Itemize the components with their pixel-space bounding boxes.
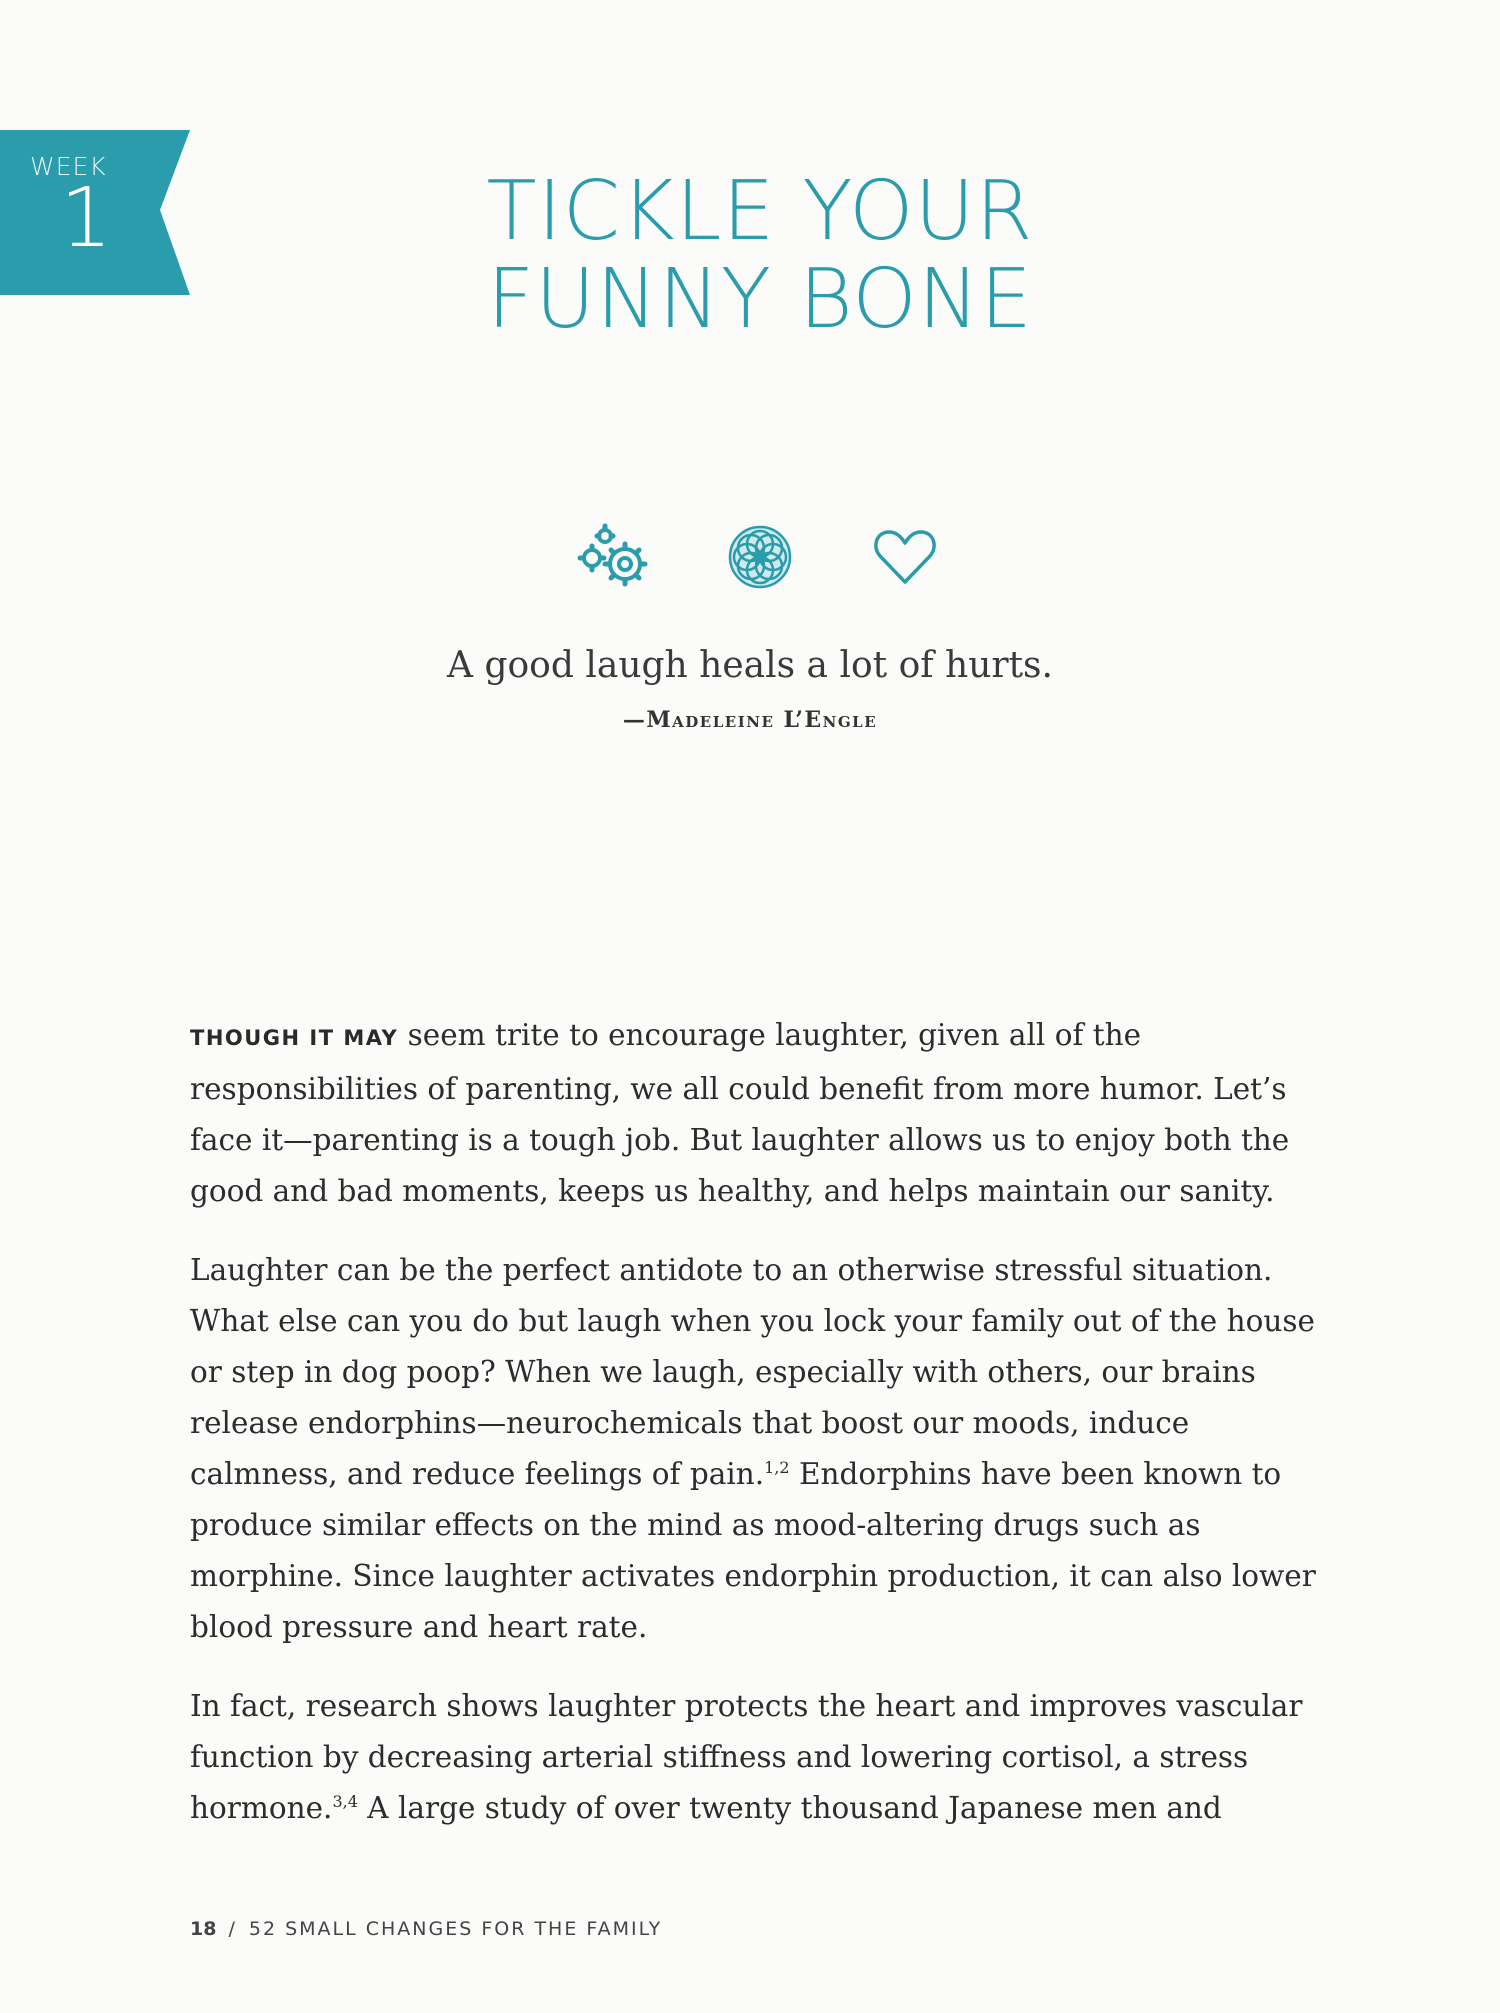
body-text [190,1010,1320,1862]
footer-separator: / [228,1918,237,1940]
footnote-ref-1-2: 1,2 [764,1458,790,1478]
title-line-1: TICKLE YOUR [486,164,1034,259]
epigraph-quote: A good laugh heals a lot of hurts. [447,645,1053,686]
book-title: 52 SMALL CHANGES FOR THE FAMILY [248,1918,663,1940]
week-number: 1 [60,171,113,266]
page-title [380,164,1140,347]
week-label: WEEK [30,152,107,181]
mandala-icon [725,522,795,596]
epigraph-attribution: —Madeleine L’Engle [622,707,878,733]
paragraph-2 [190,1245,1320,1653]
paragraph-1 [190,1010,1320,1217]
lead-in: THOUGH IT MAY [190,1026,399,1050]
paragraph-2-text-a: Laughter can be the perfect antidote to an otherwise stressful situation. What else can you do but laugh when you lock your family out of the house or step in dog poop? When we laugh, especially with others, our brains release endorphins—neurochemicals that boost our moods, induce calmness, and reduce feelings of pain. [190,1253,1315,1491]
paragraph-3-text-a: In fact, research shows laughter protects the heart and improves vascular function by decreasing arterial stiffness and lowering cortisol, a stress hormone. [190,1689,1303,1825]
icon-row [560,522,960,602]
footnote-ref-3-4: 3,4 [332,1792,358,1812]
heart-icon [870,522,940,596]
paragraph-2-text-b: Endorphins have been known to produce similar effects on the mind as mood-altering drugs such as morphine. Since laughter activates endorphin production, it can also lower blood pressure and heart rate. [190,1457,1316,1644]
week-tab [0,130,190,295]
paragraph-1-text: seem trite to encourage laughter, given all of the responsibilities of parenting, we all could benefit from more humor. Let’s face it—parenting is a tough job. But laughter allows us to enjoy both the good and bad moments, keeps us healthy, and helps maintain our sanity. [190,1018,1290,1208]
page-number: 18 [190,1918,217,1940]
paragraph-3-text-b: A large study of over twenty thousand Japanese men and [357,1791,1222,1825]
gears-icon [575,522,655,606]
title-line-2: FUNNY BONE [487,252,1033,347]
paragraph-3 [190,1681,1320,1834]
page-footer [190,1918,662,1940]
